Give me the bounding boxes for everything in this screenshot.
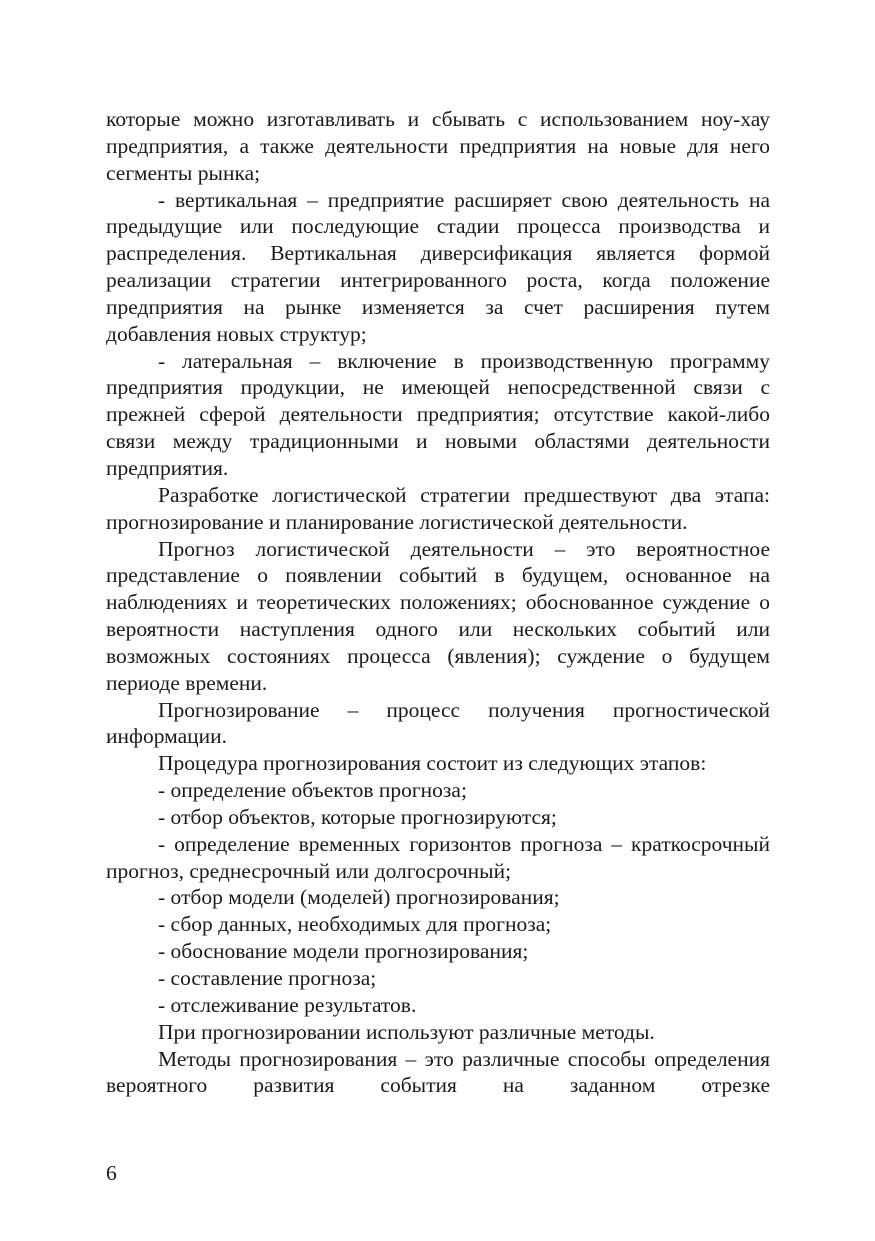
paragraph-continuation: которые можно изготавливать и сбывать с использованием ноу-хау предприятия, а также деятельности предприятия на новые для него сегменты рынка; <box>106 107 770 185</box>
list-item-tracking: - отслеживание результатов. <box>158 992 417 1017</box>
list-item-objects: - определение объектов прогноза; <box>158 778 467 803</box>
list-item-model-selection: - отбор модели (моделей) прогнозирования; <box>158 885 560 910</box>
list-item-forecast-compilation: - составление прогноза; <box>158 966 377 990</box>
list-item-data-collection: - сбор данных, необходимых для прогноза; <box>158 912 552 937</box>
list-item-model-justification: - обоснование модели прогнозирования; <box>158 939 529 964</box>
paragraph-forecasting-definition: Прогнозирование – процесс получения прогностической информации. <box>106 697 770 749</box>
paragraph-methods-used: При прогнозировании используют различные методы. <box>158 1019 655 1044</box>
paragraph-methods-definition: Методы прогнозирования – это различные способы определения вероятного развития события на заданном отрезке <box>106 1046 770 1098</box>
body-text <box>106 106 770 1099</box>
list-item-selection: - отбор объектов, которые прогнозируются; <box>158 804 557 829</box>
paragraph-vertical-diversification: - вертикальная – предприятие расширяет свою деятельность на предыдущие или последующие стадии процесса производства и распределения. Вертикальная диверсификация является формой реализации стратегии интегрированного роста, когда положение предприятия на рынке изменяется за счет расширения путем добавления новых структур; <box>106 187 770 346</box>
list-item-horizons: - определение временных горизонтов прогноза – краткосрочный прогноз, среднесрочный или долгосрочный; <box>106 831 770 883</box>
paragraph-strategy-stages: Разработке логистической стратегии предшествуют два этапа: прогнозирование и планирование логистической деятельности. <box>106 482 770 534</box>
page-number: 6 <box>106 1161 117 1185</box>
paragraph-procedure-intro: Процедура прогнозирования состоит из следующих этапов: <box>158 751 707 776</box>
paragraph-forecast-definition: Прогноз логистической деятельности – это вероятностное представление о появлении событий в будущем, основанное на наблюдениях и теоретических положениях; обоснованное суждение о вероятности наступления одного или нескольких событий или возможных состояниях процесса (явления); суждение о будущем периоде времени. <box>106 536 770 695</box>
paragraph-lateral-diversification: - латеральная – включение в производственную программу предприятия продукции, не имеющей непосредственной связи с прежней сферой деятельности предприятия; отсутствие какой-либо связи между традиционными и новыми областями деятельности предприятия. <box>106 348 770 480</box>
